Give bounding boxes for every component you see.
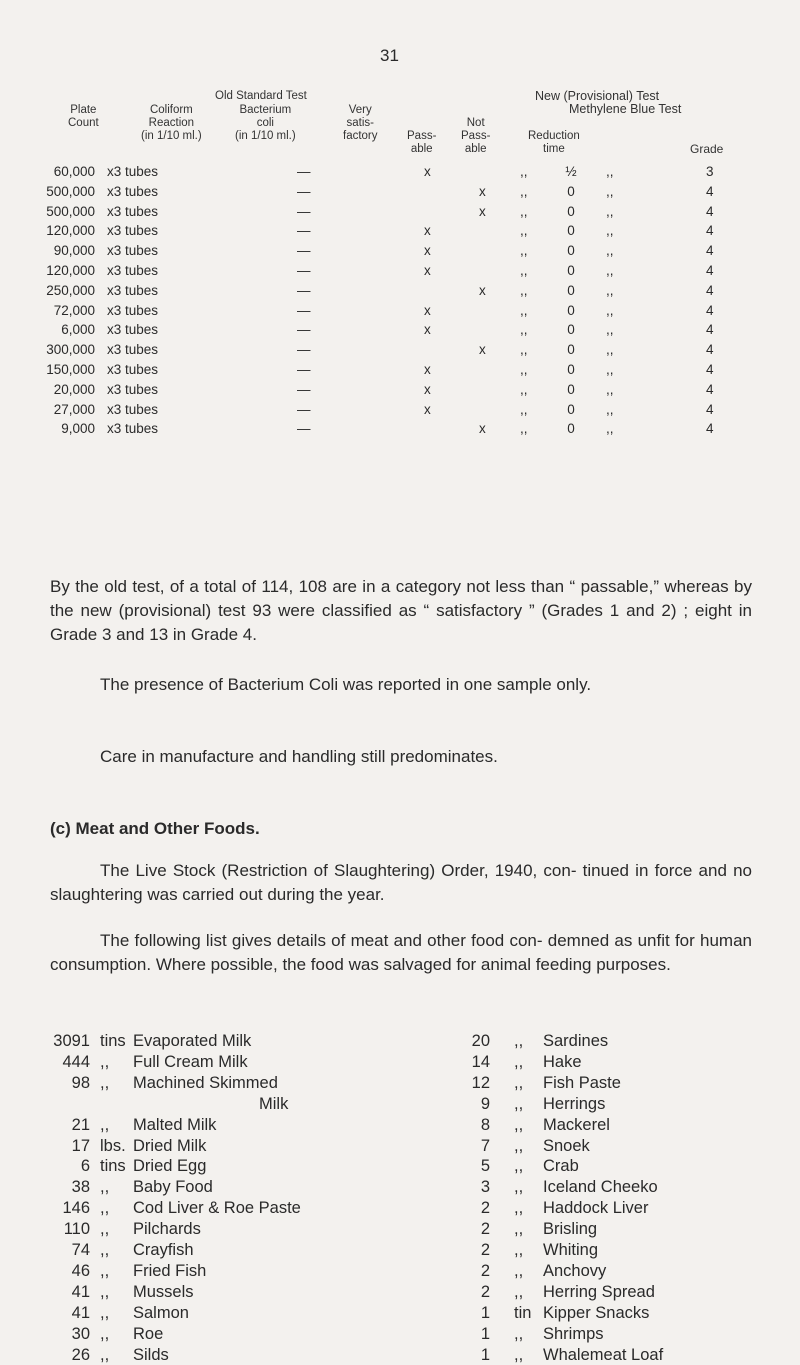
food-quantity: 6 <box>80 1157 90 1176</box>
food-quantity: 2 <box>480 1241 490 1259</box>
ditto-mark: ,, <box>606 183 614 199</box>
ditto-mark: ,, <box>520 322 528 338</box>
ditto-mark: ,, <box>520 421 528 437</box>
food-quantity: 38 <box>71 1178 90 1197</box>
ditto-mark: ,, <box>520 223 528 239</box>
passable-mark: x <box>424 362 431 377</box>
food-quantity: 3 <box>480 1178 490 1197</box>
reduction-time-cell: 0 <box>567 381 575 397</box>
food-item: Brisling <box>543 1220 598 1239</box>
food-quantity: 1 <box>480 1324 490 1343</box>
ditto-mark: ,, <box>606 322 614 338</box>
food-item: Malted Milk <box>133 1115 217 1134</box>
food-unit: ,, <box>514 1199 524 1218</box>
reduction-time-cell: ½ <box>565 164 577 179</box>
food-item: Kipper Snacks <box>543 1303 650 1322</box>
food-unit: ,, <box>514 1261 524 1280</box>
grade-cell: 4 <box>706 381 714 397</box>
bacterium-cell: — <box>297 381 311 397</box>
food-unit: ,, <box>100 1199 110 1218</box>
food-quantity: 74 <box>71 1241 90 1259</box>
ditto-mark: ,, <box>520 263 528 278</box>
food-unit: ,, <box>514 1324 524 1343</box>
food-unit: ,, <box>100 1220 110 1239</box>
food-item: Whiting <box>543 1241 599 1259</box>
coliform-cell: x3 tubes <box>107 421 159 437</box>
not-passable-mark: x <box>479 282 486 298</box>
food-quantity: 46 <box>71 1261 90 1280</box>
coliform-cell: x3 tubes <box>107 223 159 239</box>
food-item: Full Cream Milk <box>133 1052 248 1071</box>
table-row <box>0 303 800 323</box>
coliform-cell: x3 tubes <box>107 342 159 358</box>
plate-count-cell: 27,000 <box>53 401 95 417</box>
passable-mark: x <box>424 164 431 179</box>
food-item: Salmon <box>133 1303 189 1322</box>
ditto-mark: ,, <box>520 302 528 318</box>
table-row <box>0 362 800 382</box>
food-quantity: 12 <box>471 1073 490 1092</box>
bacterium-cell: — <box>297 203 311 219</box>
food-unit: ,, <box>514 1136 524 1155</box>
bacterium-cell: — <box>297 322 311 338</box>
reduction-time-header: Reduction time <box>528 130 580 155</box>
food-item: Dried Egg <box>133 1157 207 1176</box>
table-row <box>0 263 800 283</box>
ditto-mark: ,, <box>606 243 614 259</box>
plate-count-cell: 120,000 <box>46 223 95 239</box>
food-quantity: 41 <box>71 1282 90 1301</box>
food-item: Baby Food <box>133 1178 213 1197</box>
food-item: Shrimps <box>543 1324 604 1343</box>
table-row <box>0 283 800 303</box>
grade-cell: 4 <box>706 183 714 199</box>
ditto-mark: ,, <box>606 362 614 377</box>
ditto-mark: ,, <box>606 421 614 437</box>
bacterium-cell: — <box>297 421 311 437</box>
bacterium-cell: — <box>297 183 311 199</box>
grade-cell: 4 <box>706 302 714 318</box>
very-satisfactory-header: Very satis- factory <box>343 104 378 142</box>
food-item: Mussels <box>133 1282 194 1301</box>
food-quantity: 110 <box>63 1220 90 1239</box>
plate-count-cell: 500,000 <box>46 203 95 219</box>
paragraph-bacterium-coli: The presence of Bacterium Coli was reported in one sample only. <box>100 675 592 694</box>
passable-mark: x <box>424 381 431 397</box>
reduction-time-cell: 0 <box>567 243 575 259</box>
bacterium-cell: — <box>297 243 311 259</box>
ditto-mark: ,, <box>520 342 528 358</box>
food-unit: ,, <box>514 1032 524 1050</box>
ditto-mark: ,, <box>520 401 528 417</box>
ditto-mark: ,, <box>606 203 614 219</box>
plate-count-cell: 150,000 <box>46 362 95 377</box>
food-quantity: 20 <box>471 1032 490 1050</box>
food-quantity: 2 <box>480 1261 490 1280</box>
food-quantity: 2 <box>480 1220 490 1239</box>
food-item: Crayfish <box>133 1241 194 1259</box>
food-quantity: 41 <box>71 1303 90 1322</box>
plate-count-cell: 20,000 <box>53 381 95 397</box>
grade-cell: 4 <box>706 421 714 437</box>
coliform-cell: x3 tubes <box>107 203 159 219</box>
passable-mark: x <box>424 243 431 259</box>
table-row <box>0 223 800 243</box>
ditto-mark: ,, <box>606 263 614 278</box>
passable-mark: x <box>424 322 431 338</box>
reduction-time-cell: 0 <box>567 421 575 437</box>
bacterium-cell: — <box>297 263 311 278</box>
food-quantity: 5 <box>480 1157 490 1176</box>
plate-count-cell: 9,000 <box>61 421 95 437</box>
table-row <box>0 164 800 184</box>
old-test-heading: Old Standard Test <box>215 90 307 102</box>
food-unit: ,, <box>514 1345 524 1364</box>
table-row <box>0 184 800 204</box>
food-unit: ,, <box>514 1241 524 1259</box>
food-quantity: 2 <box>480 1199 490 1218</box>
food-quantity: 1 <box>480 1345 490 1364</box>
food-item: Evaporated Milk <box>133 1032 252 1050</box>
coliform-cell: x3 tubes <box>107 322 159 338</box>
food-unit: ,, <box>100 1324 110 1343</box>
paragraph-food-list-intro: The following list gives details of meat and other food con- demned as unfit for human consumption. Where possible, the food was salvaged for animal feeding purposes. <box>50 931 752 974</box>
food-unit: ,, <box>100 1241 110 1259</box>
ditto-mark: ,, <box>606 401 614 417</box>
table-row <box>0 204 800 224</box>
food-quantity: 26 <box>71 1345 90 1364</box>
passable-header: Pass- able <box>407 130 437 155</box>
bacterium-cell: — <box>297 164 311 179</box>
food-unit: lbs. <box>100 1136 126 1155</box>
plate-count-cell: 6,000 <box>61 322 95 338</box>
coliform-cell: x3 tubes <box>107 263 159 278</box>
food-item: Mackerel <box>543 1115 610 1134</box>
paragraph-care: Care in manufacture and handling still predominates. <box>100 747 498 766</box>
food-item: Fish Paste <box>543 1073 621 1092</box>
methylene-heading: Methylene Blue Test <box>569 102 682 116</box>
coliform-cell: x3 tubes <box>107 164 159 179</box>
food-item: Milk <box>259 1094 289 1113</box>
bacterium-cell: — <box>297 282 311 298</box>
ditto-mark: ,, <box>606 302 614 318</box>
food-unit: ,, <box>514 1115 524 1134</box>
section-heading: (c) Meat and Other Foods. <box>50 819 260 838</box>
coliform-cell: x3 tubes <box>107 183 159 199</box>
table-row <box>0 382 800 402</box>
grade-header: Grade <box>690 142 724 156</box>
ditto-mark: ,, <box>520 243 528 259</box>
reduction-time-cell: 0 <box>567 282 575 298</box>
ditto-mark: ,, <box>520 362 528 377</box>
coliform-cell: x3 tubes <box>107 302 159 318</box>
ditto-mark: ,, <box>606 164 614 179</box>
reduction-time-cell: 0 <box>567 322 575 338</box>
passable-mark: x <box>424 302 431 318</box>
grade-cell: 4 <box>706 322 714 338</box>
not-passable-mark: x <box>479 421 486 437</box>
food-unit: ,, <box>100 1282 110 1301</box>
reduction-time-cell: 0 <box>567 302 575 318</box>
food-unit: tins <box>100 1032 126 1050</box>
food-item: Silds <box>133 1345 169 1364</box>
grade-cell: 4 <box>706 243 714 259</box>
bacterium-cell: — <box>297 401 311 417</box>
food-unit: ,, <box>514 1052 524 1071</box>
reduction-time-cell: 0 <box>567 342 575 358</box>
ditto-mark: ,, <box>520 282 528 298</box>
passable-mark: x <box>424 263 431 278</box>
plate-count-cell: 72,000 <box>53 302 95 318</box>
food-unit: tins <box>100 1157 126 1176</box>
food-unit: ,, <box>100 1178 110 1197</box>
reduction-time-cell: 0 <box>567 263 575 278</box>
paragraph-old-test-summary: By the old test, of a total of 114, 108 are in a category not less than “ passable,” whereas by the new (provisional) test 93 were classified as “ satisfactory ” (Grades 1 and 2) ; eight in Grade 3 and 13 in Grade 4. <box>50 577 752 644</box>
food-unit: ,, <box>100 1345 110 1364</box>
plate-count-cell: 90,000 <box>53 243 95 259</box>
table-row <box>0 243 800 263</box>
food-item: Herring Spread <box>543 1282 655 1301</box>
food-item: Herrings <box>543 1094 606 1113</box>
table-row <box>0 421 800 441</box>
passable-mark: x <box>424 401 431 417</box>
grade-cell: 4 <box>706 203 714 219</box>
food-unit: ,, <box>514 1282 524 1301</box>
coliform-cell: x3 tubes <box>107 362 159 377</box>
plate-count-cell: 300,000 <box>46 342 95 358</box>
not-passable-mark: x <box>479 342 486 358</box>
food-item: Fried Fish <box>133 1261 207 1280</box>
passable-mark: x <box>424 223 431 239</box>
plate-count-cell: 500,000 <box>46 183 95 199</box>
food-item: Sardines <box>543 1032 609 1050</box>
reduction-time-cell: 0 <box>567 401 575 417</box>
grade-cell: 4 <box>706 401 714 417</box>
food-quantity: 30 <box>71 1324 90 1343</box>
table-row <box>0 342 800 362</box>
coliform-cell: x3 tubes <box>107 282 159 298</box>
ditto-mark: ,, <box>606 223 614 239</box>
ditto-mark: ,, <box>520 183 528 199</box>
coliform-cell: x3 tubes <box>107 243 159 259</box>
food-unit: ,, <box>514 1157 524 1176</box>
ditto-mark: ,, <box>520 381 528 397</box>
food-item: Machined Skimmed <box>133 1073 278 1092</box>
grade-cell: 4 <box>706 282 714 298</box>
plate-count-cell: 60,000 <box>53 164 95 179</box>
grade-cell: 4 <box>706 362 714 377</box>
food-item: Anchovy <box>543 1261 607 1280</box>
food-unit: ,, <box>100 1073 110 1092</box>
not-passable-mark: x <box>479 203 486 219</box>
plate-count-header: Plate Count <box>68 104 99 129</box>
not-passable-mark: x <box>479 183 486 199</box>
new-test-heading: New (Provisional) Test <box>535 89 660 103</box>
food-quantity: 17 <box>71 1136 90 1155</box>
food-quantity: 98 <box>71 1073 90 1092</box>
food-quantity: 21 <box>71 1115 90 1134</box>
bacterium-cell: — <box>297 302 311 318</box>
table-row <box>0 322 800 342</box>
food-unit: ,, <box>514 1073 524 1092</box>
food-unit: ,, <box>514 1094 524 1113</box>
bacterium-cell: — <box>297 362 311 377</box>
food-item: Crab <box>543 1157 579 1176</box>
food-unit: ,, <box>100 1303 110 1322</box>
reduction-time-cell: 0 <box>567 183 575 199</box>
plate-count-cell: 250,000 <box>46 282 95 298</box>
food-item: Dried Milk <box>133 1136 207 1155</box>
bacterium-cell: — <box>297 223 311 239</box>
ditto-mark: ,, <box>606 342 614 358</box>
coliform-cell: x3 tubes <box>107 381 159 397</box>
grade-cell: 4 <box>706 223 714 239</box>
plate-count-cell: 120,000 <box>46 263 95 278</box>
grade-cell: 4 <box>706 342 714 358</box>
coliform-header: Coliform Reaction (in 1/10 ml.) <box>141 104 202 142</box>
ditto-mark: ,, <box>520 164 528 179</box>
grade-cell: 4 <box>706 263 714 278</box>
food-item: Snoek <box>543 1136 590 1155</box>
food-item: Hake <box>543 1052 582 1071</box>
food-quantity: 444 <box>62 1052 90 1071</box>
food-quantity: 14 <box>471 1052 490 1071</box>
food-item: Haddock Liver <box>543 1199 649 1218</box>
food-unit: ,, <box>100 1261 110 1280</box>
page-number: 31 <box>380 46 399 65</box>
food-quantity: 9 <box>480 1094 490 1113</box>
food-item: Cod Liver & Roe Paste <box>133 1199 301 1218</box>
food-item: Iceland Cheeko <box>543 1178 658 1197</box>
food-quantity: 146 <box>62 1199 90 1218</box>
food-item: Roe <box>133 1324 164 1343</box>
food-quantity: 3091 <box>53 1032 90 1050</box>
ditto-mark: ,, <box>520 203 528 219</box>
food-quantity: 2 <box>480 1282 490 1301</box>
reduction-time-cell: 0 <box>567 203 575 219</box>
ditto-mark: ,, <box>606 282 614 298</box>
food-unit: tin <box>514 1303 532 1322</box>
ditto-mark: ,, <box>606 381 614 397</box>
food-unit: ,, <box>100 1115 110 1134</box>
reduction-time-cell: 0 <box>567 362 575 377</box>
food-quantity: 1 <box>480 1303 490 1322</box>
food-unit: ,, <box>514 1220 524 1239</box>
table-row <box>0 402 800 422</box>
not-passable-header: Not Pass- able <box>461 117 491 155</box>
bacterium-cell: — <box>297 342 311 358</box>
bacterium-header: Bacterium coli (in 1/10 ml.) <box>235 104 296 142</box>
grade-cell: 3 <box>706 164 714 179</box>
food-item: Whalemeat Loaf <box>543 1345 664 1364</box>
food-unit: ,, <box>514 1178 524 1197</box>
paragraph-live-stock: The Live Stock (Restriction of Slaughtering) Order, 1940, con- tinued in force and no slaughtering was carried out during the year. <box>50 861 752 904</box>
food-unit: ,, <box>100 1052 110 1071</box>
food-quantity: 8 <box>480 1115 490 1134</box>
food-quantity: 7 <box>480 1136 490 1155</box>
food-item: Pilchards <box>133 1220 201 1239</box>
coliform-cell: x3 tubes <box>107 401 159 417</box>
reduction-time-cell: 0 <box>567 223 575 239</box>
